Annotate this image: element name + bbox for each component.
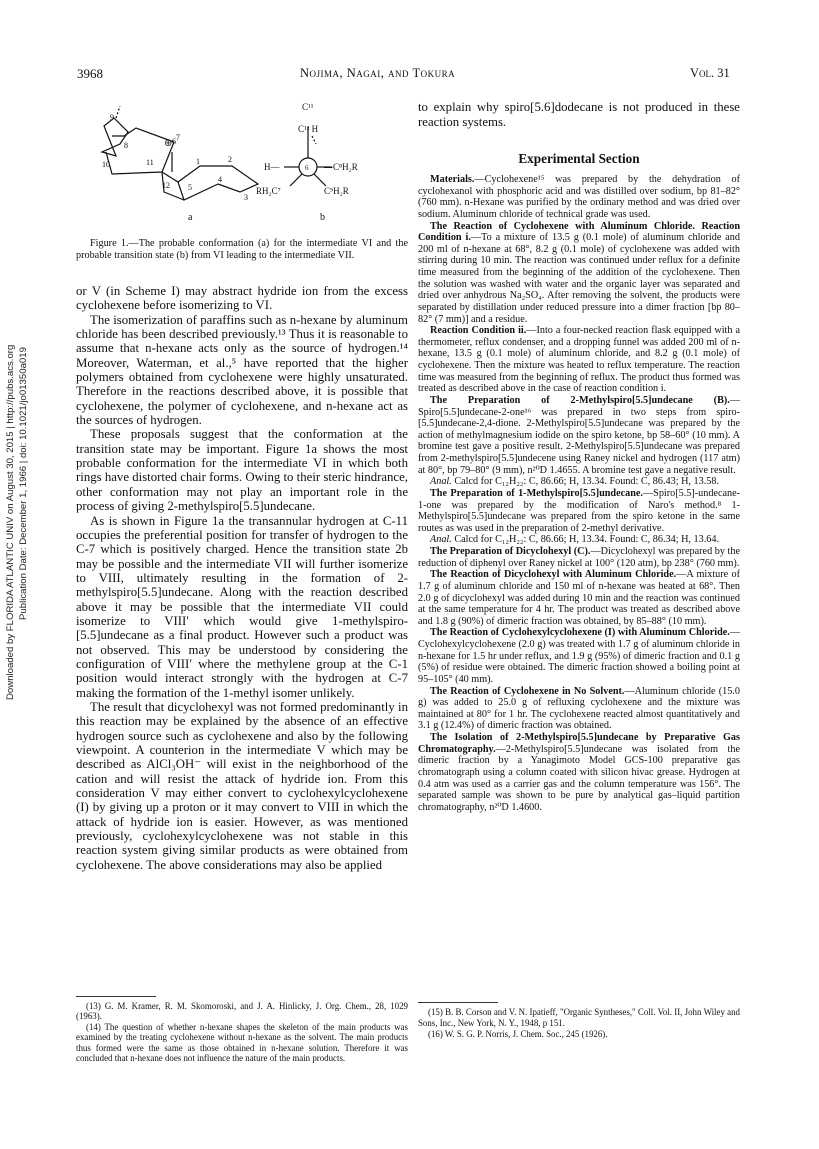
paragraph-heading: The Reaction of Dicyclohexyl with Aluminum Chloride. [430,569,677,581]
paragraph-heading: The Preparation of 1-Methylspiro[5.5]undecane. [430,487,643,499]
atom-b-h: H— [264,162,280,172]
atom-6: 6 [172,137,176,146]
atom-5: 5 [188,183,192,192]
footnote-rule-right [418,1002,498,1003]
right-column-intro: to explain why spiro[5.6]dodecane is not produced in these reaction systems. [418,100,740,129]
paragraph-text: —Into a four-necked reaction flask equipped with a thermometer, reflux condenser, and a dropping funnel was added 200 ml of n-hexane, 13.5 g (0.1 mole) of aluminum chloride, and 8.2 g (0.1 mole) of cyclohexene. Then the mixture was heated to reflux temperature. The reaction time was measured from the beginning of reflux. The product thus formed was treated as described above in the case of reaction condition i. [418,325,740,395]
atom-11: 11 [146,158,154,167]
atom-b-c12-h: C¹² H [298,124,319,134]
experimental-paragraph [418,569,740,627]
atom-2: 2 [228,155,232,164]
footnote-rule-left [76,996,156,997]
experimental-paragraph [418,546,740,569]
paragraph-heading: The Preparation of 2-Methylspiro[5.5]undecane (B). [430,394,730,406]
experimental-paragraph [418,174,740,221]
paragraph-text: —Cyclohexylcyclohexene (2.0 g) was treated with 1.7 g of aluminum chloride in n-hexane for 1.5 hr under reflux, and 1.9 g (95%) of dimeric fraction and 0.1 g (5%) of residue were obtained. The dimeric fraction showed a boiling point at 95–105° (40 mm). [418,627,740,685]
paragraph-heading: The Reaction of Cyclohexylcyclohexene (I) with Aluminum Chloride. [430,627,730,639]
positive-charge-icon: ⊕ [164,138,173,149]
paragraph-heading: The Isolation of 2-Methylspiro[5.5]undecane by Preparative Gas Chromatography. [418,732,740,755]
paragraph-text: —Dicyclohexyl was prepared by the reduction of diphenyl over Raney nickel at 100° (120 atm), bp 238° (760 mm). [418,546,740,569]
paragraph: As is shown in Figure 1a the transannular hydrogen at C-11 occupies the preferential position for transfer of hydrogen to the C-7 which is positively charged. Hence the transition state 2b may be possible and the intermediate VII will further isomerize to VIII, ultimately resulting in the formation of 2-methylspiro[5.5]undecane. Along with the reaction described above it may be possible that the intermediate VII could isomerize to VIII′ which would give 1-methylspiro-[5.5]undecane as a final product. However such a product was not observed. This may be understood by considering the configuration of VIII′ where the methylene group at the C-1 position would interact strongly with the hydrogen at C-7 making the formation of the 1-methyl isomer unlikely. [76,513,408,700]
footnote: (16) W. S. G. P. Norris, J. Chem. Soc., 245 (1926). [428,1028,608,1039]
experimental-paragraph [418,488,740,535]
atom-b-c11: C¹¹ [302,102,314,112]
atom-7: 7 [176,133,180,142]
analysis-paragraph [418,534,740,546]
download-watermark [4,280,34,700]
paragraph-text: Calcd for C₁₂H₂₂: C, 86.66; H, 13.34. Found: C, 86.34; H, 13.64. [451,534,719,546]
figure-1 [76,92,406,242]
paragraph-text: —Spiro[5.5]-undecane-1-one was prepared by the modification of Naro's method.⁸ 1-Methylspiro[5.5]undecane was prepared from the spiro ketone in the same routes as was used in the preparation of 2-methyl derivative. [418,487,740,534]
paragraph-text: —A mixture of 1.7 g of aluminum chloride and 150 ml of n-hexane was heated at 68°. Then 2.0 g of dicyclohexyl was added during 10 min and the reaction was continued at the same temperature for 4 hr. The product was treated as described above and 1.8 g (90%) of dimeric fraction was obtained, by 85–88° (10 mm). [418,569,740,627]
atom-3: 3 [244,193,248,202]
atom-12: 12 [162,181,170,190]
atom-4: 4 [218,175,222,184]
paragraph-heading: The Reaction of Cyclohexene in No Solvent. [430,685,625,697]
paragraph-heading: Materials. [430,174,475,185]
paragraph: or V (in Scheme I) may abstract hydride ion from the excess cyclohexene before isomerizing to VI. [76,284,408,313]
experimental-paragraph [418,325,740,395]
atom-b-c8: —C⁸H₂R [324,162,358,172]
left-column [76,284,408,872]
right-footnotes [418,1007,740,1039]
experimental-paragraph [418,395,740,476]
atom-1: 1 [196,157,200,166]
atom-b-c5: C⁵H₂R [324,186,349,196]
paragraph-heading: Reaction Condition ii. [430,325,527,337]
experimental-section [418,174,740,1040]
analysis-paragraph [418,476,740,488]
paragraph-text: —Spiro[5.5]undecane-2-one¹⁶ was prepared in two steps from spiro-[5.5]undecane-2,4-dione. 2-Methylspiro[5.5]undecane was prepared by the action of methylmagnesium iodide on the spiro ketone, bp 58–60° (10 mm). A bromine test gave a positive result. 2-Methylspiro[5.5]undecane was prepared from 2-methylspiro[5.5]undecene using Raney nickel and hydrogen (117 atm) at 80°, bp 79–80° (9 mm), n²⁰D 1.4655. A bromine test gave a negative result. [418,394,740,476]
experimental-paragraph [418,732,740,813]
conformation-drawing [76,92,406,242]
footnote: (15) B. B. Corson and V. N. Ipatieff, "Organic Syntheses," Coll. Vol. II, John Wiley and Sons, Inc., New York, N. Y., 1948, p 151. [418,1007,740,1028]
experimental-paragraph [418,686,740,733]
left-footnotes [76,1001,408,1063]
volume-label: Vol. 31 [690,66,730,80]
analysis-label: Anal. [430,476,452,488]
figure-label-b: b [320,212,325,223]
running-authors: Nojima, Nagai, and Tokura [300,66,456,80]
atom-b-rh2c: RH₂C⁷ [256,186,281,196]
atom-10: 10 [102,160,110,169]
experimental-paragraph [418,221,740,326]
atom-9: 9 [110,113,114,122]
atom-b-6: 6 [305,164,309,172]
analysis-label: Anal. [430,534,452,546]
paragraph-text: —2-Methylspiro[5.5]undecane was isolated from the dimeric fraction by a Yanagimoto Model GCS-100 preparative gas chromatograph using a column coated with silicon hivac grease. Hydrogen at 0.4 atm was used as a carrier gas and the column temperature was 156°. The separated sample was shown to be pure by analytical gas–liquid partition chromatography, n²⁰D 1.4600. [418,743,740,813]
paragraph: These proposals suggest that the conformation at the transition state may be important. Figure 1a shows the most probable conformation for the intermediate VI in which both rings have distorted chair forms. Owing to their steric hindrance, other conformation may not play an important role in the process of giving 2-methylspiro[5.5]undecane. [76,427,408,514]
figure-caption: Figure 1.—The probable conformation (a) for the intermediate VI and the probable transition state (b) from VI leading to the intermediate VII. [76,238,408,261]
paragraph-text: —Aluminum chloride (15.0 g) was added to 25.0 g of refluxing cyclohexene and the mixture was maintained at 80° for 1 hr. The cyclohexene reacted almost quantitatively and 3.1 g (12.4%) of dimeric fraction was obtained. [418,685,741,732]
paragraph-text: —To a mixture of 13.5 g (0.1 mole) of aluminum chloride and 200 ml of n-hexane at 68°, 8.2 g (0.1 mole) of cyclohexene was added with stirring during 10 min. The reaction was continued under reflux for a definite time measured from the beginning of the addition of the cyclohexene. Then the solution was washed with water and the organic layer was separated and dried over anhydrous Na₂SO₄. After removing the solvent, the products were separated by distillation under reduced pressure into a dimer fraction [bp 80–82° (7 mm)] and a residue. [418,232,740,325]
experimental-paragraph [418,627,740,685]
page-number: 3968 [77,66,103,81]
paragraph-text: Calcd for C₁₂H₂₂: C, 86.66; H, 13.34. Found: C, 86.43; H, 13.58. [451,476,719,488]
paragraph-text: —Cyclohexene¹⁵ was prepared by the dehydration of cyclohexanol with phosphoric acid and was distilled over sodium, bp 81–82° (760 mm). n-Hexane was purified by the ordinary method and was dried over sodium. Aluminum chloride of technical grade was used. [418,174,740,220]
paragraph-heading: The Reaction of Cyclohexene with Aluminum Chloride. Reaction Condition i. [418,220,740,244]
paragraph-heading: The Preparation of Dicyclohexyl (C). [430,546,591,557]
page-header [0,66,819,84]
footnote: (14) The question of whether n-hexane shapes the skeleton of the main products was examined by the treating cyclohexene without n-hexane as the solvent. The main products thus formed were the same as those obtained in n-hexane solution. Therefore it was concluded that n-hexane does not influence the nature of the main products. [76,1021,408,1064]
atom-8: 8 [124,141,128,150]
figure-label-a: a [188,212,193,223]
paragraph: The result that dicyclohexyl was not formed predominantly in this reaction may be explained by the absence of an effective hydrogen source such as cyclohexene and also by the following viewpoint. A counterion in the intermediate V which may be described as AlCl₃OH⁻ will exist in the neighborhood of the cation and will resist the attack of hydride ion. From this consideration V may either convert to cyclohexylcyclohexene (I) by giving up a proton or it may convert to VIII in which the attack of hydride ion is easier. However, as was mentioned previously, cyclohexylcyclohexene was not stable in this reaction system giving similar products as were obtained from cyclohexene. The above considerations may also be applied [76,699,408,872]
paragraph: The isomerization of paraffins such as n-hexane by aluminum chloride has been described previously.¹³ Thus it is reasonable to assume that n-hexane acts only as the source of hydrogen.¹⁴ Moreover, Waterman, et al.,⁵ have reported that the higher polymers obtained from cyclohexene were highly unsaturated. Therefore in the reactions described above, it is possible that cyclohexene, the polymer of cyclohexene, and n-hexane act as the sources of hydrogen. [76,312,408,428]
footnote: (13) G. M. Kramer, R. M. Skomoroski, and J. A. Hinlicky, J. Org. Chem., 28, 1029 (1963). [76,1001,408,1022]
watermark-line-2: Publication Date: December 1, 1966 | doi: 10.1021/jo01350a019 [18,347,29,620]
watermark-line-1: Downloaded by FLORIDA ATLANTIC UNIV on August 30, 2015 | http://pubs.acs.org [5,344,16,700]
section-title: Experimental Section [518,151,640,166]
